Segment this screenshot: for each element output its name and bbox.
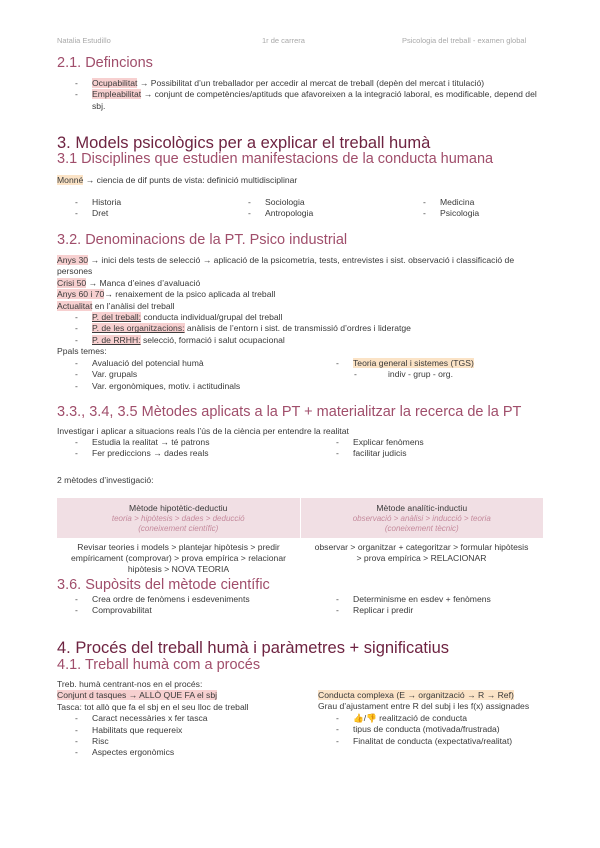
monne-line xyxy=(57,175,543,186)
list-item xyxy=(57,89,543,112)
method-type: (coneixement científic) xyxy=(138,524,219,533)
list-item: - Finalitat de conducta (expectativa/realitat) xyxy=(318,736,543,747)
history-text: → renaixement de la psico aplicada al treball xyxy=(104,289,276,300)
term-actualitat: Actualitat xyxy=(57,300,93,311)
list-item: - Aspectes ergonòmics xyxy=(57,747,292,758)
header-course: 1r de carrera xyxy=(262,36,305,45)
list-item: - Psicologia xyxy=(405,208,545,219)
list-item xyxy=(57,312,543,323)
list-item: - Antropologia xyxy=(230,208,400,219)
process-intro: Treb. humà centrant-nos en el procés: xyxy=(57,679,203,689)
method-steps: teoria > hipòtesis > dades > deducció xyxy=(111,514,245,523)
term-anys-60-70: Anys 60 i 70 xyxy=(57,289,105,300)
list-item: - Medicina xyxy=(405,197,545,208)
method-title: Mètode hipotètic-deductiu xyxy=(129,503,228,513)
method-hypothetic-body: Revisar teories i models > plantejar hipòtesis > predir empíricament (comprovar) > prova empírica > relacionar hipòtesis > NOVA TEORIA xyxy=(71,542,286,574)
methods-right-list xyxy=(318,437,543,460)
list-item xyxy=(57,323,543,334)
term-anys-30: Anys 30 xyxy=(57,255,89,265)
term-tgs: Teoria general i sistemes (TGS) xyxy=(353,358,474,368)
term-crisi-50: Crisi 50 xyxy=(57,277,87,288)
term-conducta-complexa: Conducta complexa (E → organització → R → Ref) xyxy=(318,690,514,700)
conducta-complexa-line xyxy=(318,690,543,701)
methods-intro: Investigar i aplicar a situacions reals l’ús de la ciència per entendre la realitat xyxy=(57,426,349,436)
history-text: en l’anàlisi del treball xyxy=(92,300,175,311)
list-item: - Determinisme en esdev + fenòmens xyxy=(318,594,543,605)
monne-text: → ciencia de dif punts de vista: definició multidisciplinar xyxy=(83,175,298,185)
method-type: (coneixement tècnic) xyxy=(384,524,459,533)
methods-table xyxy=(57,498,543,575)
header-subject: Psicologia del treball - examen global xyxy=(402,36,527,45)
temes-list xyxy=(57,358,327,392)
history-line-actual xyxy=(57,301,543,312)
list-item: - Caract necessàries x fer tasca xyxy=(57,713,292,724)
section-3-3-title: 3.3., 3.4, 3.5 Mètodes aplicats a la PT + materialitzar la recerca de la PT xyxy=(57,404,522,420)
term-p-organitzacions: P. de les organitzacions: xyxy=(92,323,185,334)
section-3-2-title: 3.2. Denominacions de la PT. Psico industrial xyxy=(57,232,348,248)
conjunt-line xyxy=(57,690,292,701)
history-text: → inici dels tests de selecció → aplicació de la psicometria, tests, entrevistes i sist. observació i classificació de persones xyxy=(57,255,515,277)
list-item: - 👍/👎 realització de conducta xyxy=(318,713,543,724)
method-analytic-header xyxy=(300,498,543,538)
list-item: - Risc xyxy=(57,736,292,747)
list-item: - Historia xyxy=(57,197,227,208)
method-analytic-body: observar > organitzar + categoritzar > formular hipòtesis > prova empírica > RELACIONAR xyxy=(314,542,529,563)
list-item xyxy=(318,369,543,380)
history-line-50 xyxy=(57,278,543,289)
list-item: - Var. grupals xyxy=(57,369,327,380)
process-right xyxy=(318,690,543,747)
list-item: - Avaluació del potencial humà xyxy=(57,358,327,369)
term-conjunt-rest: tasques → ALLÒ QUE FA el sbj xyxy=(93,690,218,701)
methods-left-list xyxy=(57,437,327,460)
history-line-30 xyxy=(57,255,543,278)
term-monne: Monné xyxy=(57,175,84,185)
history-lines xyxy=(57,255,543,358)
disciplines-col-1 xyxy=(57,197,227,220)
history-text: → Manca d’eines d’avaluació xyxy=(86,277,201,288)
disciplines-col-3 xyxy=(405,197,545,220)
term-conjunt: Conjunt d xyxy=(57,690,94,701)
term-p-treball: P. del treball: xyxy=(92,312,142,323)
area-text: selecció, formació i salut ocupacional xyxy=(140,334,285,345)
term-p-rrhh: P. de RRHH: xyxy=(92,334,141,345)
tgs-list xyxy=(318,358,543,381)
definition-text: → Possibilitat d’un treballador per accedir al mercat de treball (depèn del mercat i titulació) xyxy=(137,78,485,88)
list-item: - Crea ordre de fenòmens i esdeveniments xyxy=(57,594,257,605)
header-author: Natalia Estudillo xyxy=(57,36,111,45)
area-text: conducta individual/grupal del treball xyxy=(141,312,283,323)
list-item xyxy=(318,358,543,369)
list-item: - Sociologia xyxy=(230,197,400,208)
section-2-1-title: 2.1. Defincions xyxy=(57,55,153,71)
definitions-list xyxy=(57,78,543,112)
list-item: - Replicar i predir xyxy=(318,605,543,616)
suposits-right xyxy=(318,594,543,617)
section-3-title: 3. Models psicològics per a explicar el treball humà xyxy=(57,134,431,152)
list-item: - Habilitats que requereix xyxy=(57,725,292,736)
process-left xyxy=(57,679,292,759)
list-item: - facilitar judicis xyxy=(318,448,543,459)
list-item: - Estudia la realitat → té patrons xyxy=(57,437,327,448)
ppals-temes-label: Ppals temes: xyxy=(57,346,107,357)
section-3-1-title: 3.1 Disciplines que estudien manifestacions de la conducta humana xyxy=(57,151,494,167)
suposits-left xyxy=(57,594,257,617)
section-3-6-title: 3.6. Supòsits del mètode científic xyxy=(57,577,270,593)
list-item: - Explicar fenòmens xyxy=(318,437,543,448)
method-title: Mètode analític-inductiu xyxy=(376,503,468,513)
method-steps: observació > anàlisi > inducció > teoria xyxy=(352,514,491,523)
disciplines-col-2 xyxy=(230,197,400,220)
list-item: - Var. ergonòmiques, motiv. i actitudinals xyxy=(57,381,327,392)
tasca-text: Tasca: tot allò que fa el sbj en el seu lloc de treball xyxy=(57,701,249,712)
grau-text: Grau d’ajustament entre R del subj i les f(x) assignades xyxy=(318,701,530,712)
list-item: - Fer prediccions → dades reals xyxy=(57,448,327,459)
list-item xyxy=(57,78,543,89)
tgs-sub: indiv - grup - org. xyxy=(388,369,453,380)
list-item: - tipus de conducta (motivada/frustrada) xyxy=(318,724,543,735)
term-empleabilitat: Empleabilitat xyxy=(92,89,142,100)
term-ocupabilitat: Ocupabilitat xyxy=(92,78,138,88)
history-line-60 xyxy=(57,289,543,300)
area-text: anàlisis de l’entorn i sist. de transmissió d’ordres i lideratge xyxy=(184,323,411,334)
list-item: - Dret xyxy=(57,208,227,219)
list-item xyxy=(57,335,543,346)
section-4-1-title: 4.1. Treball humà com a procés xyxy=(57,657,261,673)
methods-count: 2 mètodes d’investigació: xyxy=(57,475,154,485)
definition-text: → conjunt de competències/aptituds que afavoreixen a la integració laboral, es modificable, depend del sbj. xyxy=(92,89,537,111)
section-4-title: 4. Procés del treball humà i paràmetres + significatius xyxy=(57,639,450,657)
list-item: - Comprovabilitat xyxy=(57,605,257,616)
method-hypothetic-header xyxy=(57,498,300,538)
